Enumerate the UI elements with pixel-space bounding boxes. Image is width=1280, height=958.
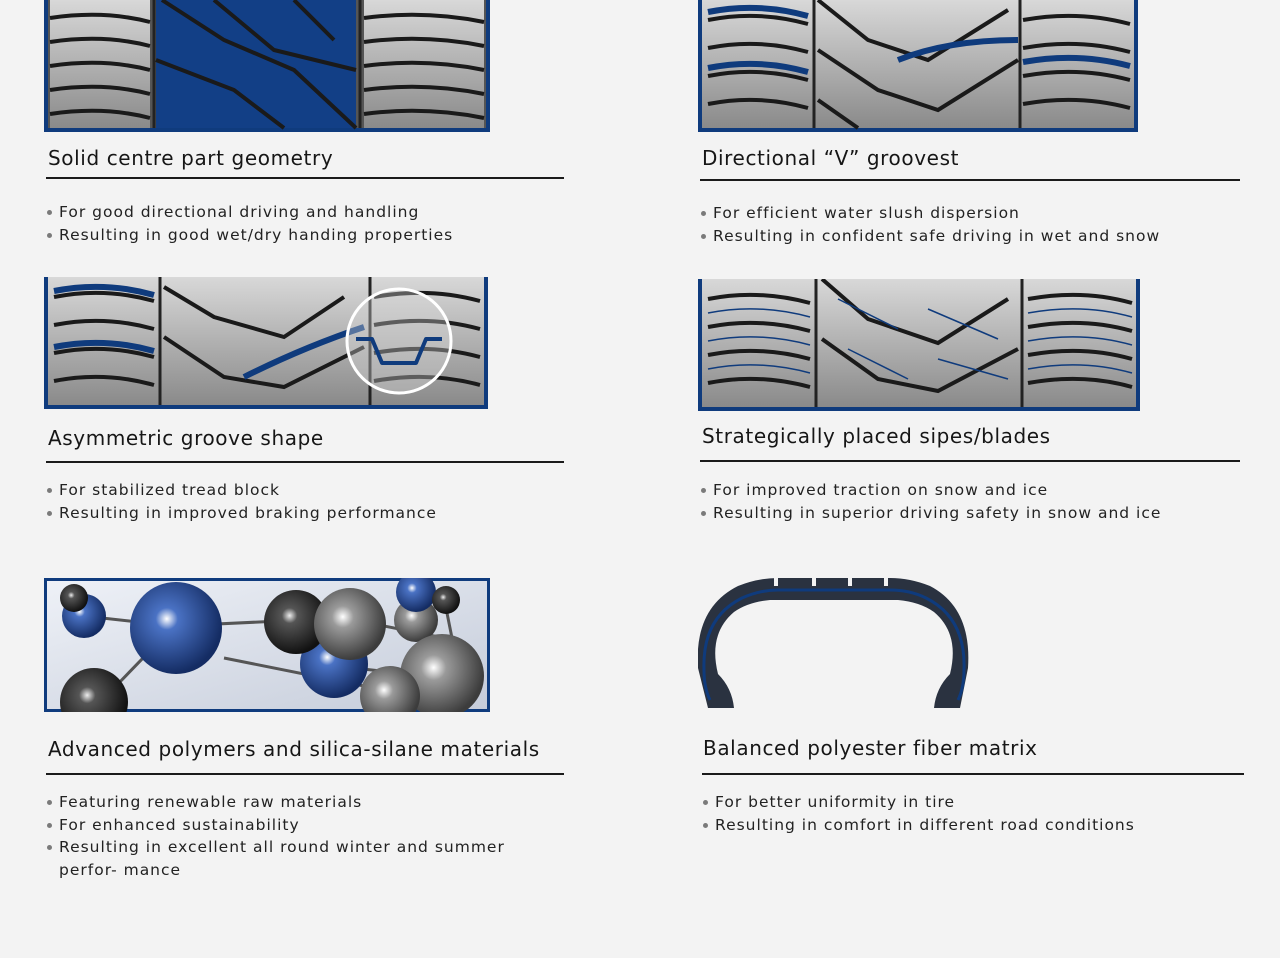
feature-title: Asymmetric groove shape: [48, 426, 324, 450]
feature-bullets: [46, 479, 561, 524]
tread-sipes-icon: [698, 279, 1140, 411]
feature-bullets: [700, 479, 1240, 524]
feature-title: Solid centre part geometry: [48, 146, 334, 170]
divider: [702, 773, 1244, 775]
tread-directional-v-icon: [698, 0, 1138, 132]
tread-asymmetric-groove-icon: [44, 277, 488, 409]
list-item: Resulting in improved braking performance: [46, 502, 561, 525]
list-item: Resulting in comfort in different road conditions: [702, 814, 1242, 837]
tire-cross-section-icon: [698, 578, 970, 710]
list-item: For improved traction on snow and ice: [700, 479, 1240, 502]
list-item: For stabilized tread block: [46, 479, 561, 502]
list-item: Resulting in confident safe driving in wet and snow: [700, 225, 1240, 248]
tread-solid-centre-icon: [44, 0, 490, 132]
feature-title: Directional “V” groovest: [702, 146, 960, 170]
divider: [700, 460, 1240, 462]
feature-fiber: [698, 578, 1244, 858]
feature-title: Balanced polyester fiber matrix: [703, 736, 1038, 760]
divider: [46, 773, 564, 775]
list-item: For enhanced sustainability: [46, 814, 546, 837]
feature-sipes: [698, 279, 1244, 529]
feature-bullets: [46, 791, 546, 881]
feature-bullets: [700, 202, 1240, 247]
feature-bullets: [702, 791, 1242, 836]
list-item: For good directional driving and handling: [46, 201, 561, 224]
feature-bullets: [46, 201, 561, 246]
divider: [46, 177, 564, 179]
molecule-icon: [44, 578, 490, 712]
list-item: Resulting in excellent all round winter and summer perfor- mance: [46, 836, 546, 881]
list-item: Resulting in good wet/dry handing properties: [46, 224, 561, 247]
feature-asymmetric: [44, 277, 568, 527]
divider: [700, 179, 1240, 181]
list-item: For efficient water slush dispersion: [700, 202, 1240, 225]
feature-polymers: [44, 578, 568, 898]
list-item: Resulting in superior driving safety in snow and ice: [700, 502, 1240, 525]
feature-title: Advanced polymers and silica-silane materials: [48, 737, 540, 761]
feature-directional-v: [698, 0, 1244, 250]
feature-title: Strategically placed sipes/blades: [702, 424, 1051, 448]
divider: [46, 461, 564, 463]
feature-solid-centre: [44, 0, 568, 250]
list-item: For better uniformity in tire: [702, 791, 1242, 814]
list-item: Featuring renewable raw materials: [46, 791, 546, 814]
